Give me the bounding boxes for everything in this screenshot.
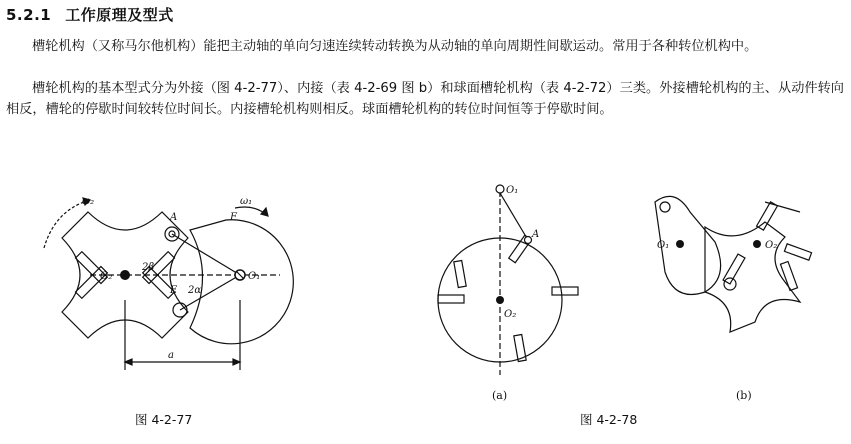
label-omega2: ω₂ xyxy=(82,196,95,207)
label-omega1: ω₁ xyxy=(240,196,253,207)
label-f: F xyxy=(230,212,237,223)
caption-fig-4-2-78: 图 4-2-78 xyxy=(580,412,638,427)
label-e: E xyxy=(170,285,178,296)
center-o1-a xyxy=(496,185,504,193)
label-o1-a: O₁ xyxy=(506,185,519,196)
slot-b-right xyxy=(784,244,811,260)
figure-4-2-78a-diagram xyxy=(420,175,580,385)
slot-left-lower xyxy=(438,295,464,303)
center-o2-a xyxy=(496,296,504,304)
center-o2 xyxy=(120,270,130,280)
paragraph-2: 槽轮机构的基本型式分为外接（图 4-2-77）、内接（表 4-2-69 图 b）和球面槽轮机构（表 4-2-72）三类。外接槽轮机构的主、从动件转向相反，槽轮的停歇时间较转位时间长。内接槽轮机构则相反。球面槽轮机构的转位时间恒等于停歇时间。 xyxy=(6,81,844,117)
paragraph-1: 槽轮机构（又称马尔他机构）能把主动轴的单向匀速连续转动转换为从动轴的单向周期性间歇运动。常用于各种转位机构中。 xyxy=(32,39,758,54)
pin-a-internal xyxy=(525,237,532,244)
center-o1-b xyxy=(676,240,684,248)
geneva-wheel-b xyxy=(705,222,800,332)
label-o1: O₁ xyxy=(248,271,261,282)
slot-right xyxy=(552,287,578,295)
driver-disk xyxy=(190,220,293,344)
label-o2-b: O₂ xyxy=(765,240,778,251)
slot-b-bottom-right xyxy=(780,261,797,290)
label-2beta: 2β xyxy=(142,262,155,273)
label-a-pin: A xyxy=(170,212,178,223)
omega2-arrow xyxy=(44,200,90,248)
label-a-internal: A xyxy=(532,229,540,240)
label-o1-b: O₁ xyxy=(657,240,670,251)
sublabel-a: (a) xyxy=(492,389,508,402)
section-number: 5.2.1 xyxy=(6,6,52,24)
label-dimension-a: a xyxy=(168,350,174,361)
label-o2-a: O₂ xyxy=(504,309,517,320)
slot-left xyxy=(454,261,466,288)
label-o2: O₂ xyxy=(100,271,113,282)
sublabel-b: (b) xyxy=(736,389,752,402)
figure-4-2-77-diagram xyxy=(30,190,300,380)
label-2alpha: 2α xyxy=(188,285,202,296)
center-o2-b xyxy=(753,240,761,248)
section-heading xyxy=(6,4,174,25)
section-title: 工作原理及型式 xyxy=(65,6,174,24)
figure-4-2-78b-diagram xyxy=(635,182,835,382)
caption-fig-4-2-77: 图 4-2-77 xyxy=(135,412,193,427)
